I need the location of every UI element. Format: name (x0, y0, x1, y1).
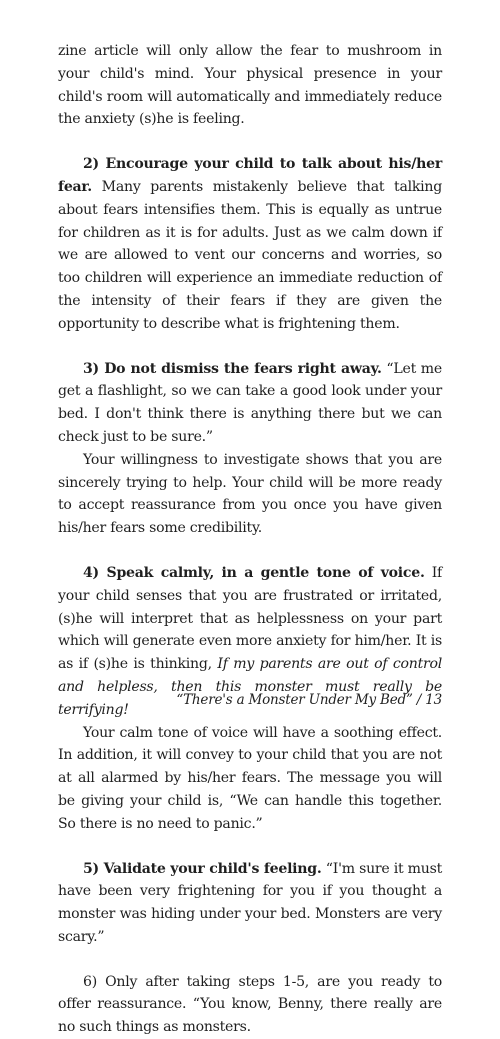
paragraph-text: Your calm tone of voice will have a soothing effect. In addition, it will convey to your child that you are not at all alarmed by his/her fears. The message you will be giving your child is, “We can handle this together. So there is no need to panic.” (58, 724, 442, 832)
paragraph-step-4-continued (58, 722, 442, 836)
paragraph-text: 6) Only after taking steps 1-5, are you ready to offer reassurance. “You know, Benny, there really are no such things as monsters. (58, 973, 442, 1036)
paragraph-text: Your willingness to investigate shows that you are sincerely trying to help. Your child will be more ready to accept reassurance from you once you have given his/her fears some credibility. (58, 451, 442, 537)
paragraph-step-2 (58, 153, 442, 335)
step-heading: 5) Validate your child's feeling. (83, 860, 322, 877)
paragraph-intro (58, 40, 442, 131)
step-heading: 2) Encourage your child to talk about his/her fear. (58, 156, 442, 195)
page-body (58, 40, 442, 1039)
running-footer: “There's a Monster Under My Bed” / 13 (176, 692, 442, 708)
paragraph-text: zine article will only allow the fear to mushroom in your child's mind. Your physical presence in your child's room will automatically and immediately reduce the anxiety (s)he is feeling. (58, 43, 442, 128)
paragraph-step-3 (58, 358, 442, 449)
paragraph-step-3-continued (58, 449, 442, 540)
step-heading: 3) Do not dismiss the fears right away. (83, 360, 382, 377)
paragraph-text: “I'm sure it must have been very frightening for you if you thought a monster was hiding under your bed. Monsters are very scary.” (58, 860, 442, 945)
paragraph-step-6 (58, 971, 442, 1039)
paragraph-step-5 (58, 858, 442, 949)
paragraph-text: If your child senses that you are frustrated or irritated, (s)he will interpret that as helplessness on your part which will generate even more anxiety for him/her. It is as if (s)he is thinking, (58, 564, 443, 673)
step-heading: 4) Speak calmly, in a gentle tone of voice. (83, 564, 425, 581)
paragraph-text: “Let me get a flashlight, so we can take a good look under your bed. I don't think there is anything there but we can check just to be sure.” (58, 360, 442, 445)
italic-quote: If my parents are out of control and helpless, then this monster must really be terrifying! (58, 656, 442, 718)
paragraph-text: Many parents mistakenly believe that talking about fears intensifies them. This is equally as untrue for children as it is for adults. Just as we calm down if we are allowed to vent our concerns and worries, so too children will experience an immediate reduction of the intensity of their fears if they are given the opportunity to describe what is frightening them. (58, 178, 442, 332)
